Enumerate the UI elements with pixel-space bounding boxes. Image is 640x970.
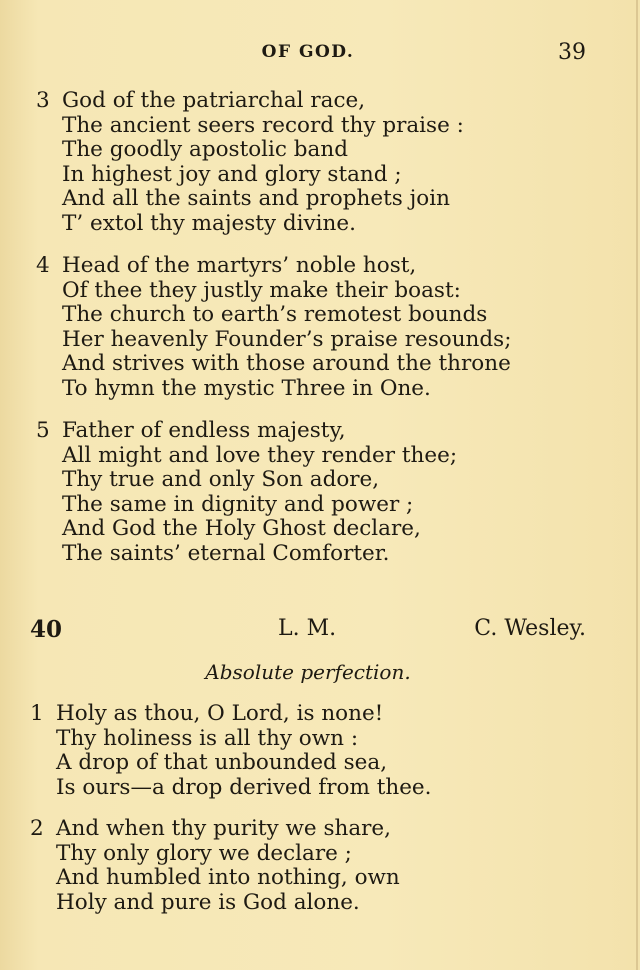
hymn-author: C. Wesley. [474,616,586,641]
stanza-line: A drop of that unbounded sea, [56,750,388,776]
stanza-line: The church to earth’s remotest bounds [62,302,488,328]
running-header: OF GOD. [261,42,355,62]
stanza-line: And humbled into nothing, own [56,865,400,891]
stanza-line: All might and love they render thee; [62,442,458,468]
stanza-line: The goodly apostolic band [62,137,348,163]
stanza-line: Thy true and only Son adore, [62,467,380,493]
stanza-number: 3 [36,88,50,113]
stanza-5 [36,419,457,567]
stanza-line: And strives with those around the throne [62,351,511,377]
stanza-line: Is ours—a drop derived from thee. [56,774,432,800]
stanza-line: The saints’ eternal Comforter. [62,540,390,566]
stanza-line: Thy holiness is all thy own : [56,725,359,751]
stanza-line: The same in dignity and power ; [62,491,414,517]
stanza-4 [36,254,511,402]
stanza-line: 2 And when thy purity we share, [30,816,391,841]
stanza-line: To hymn the mystic Three in One. [62,375,431,401]
hymn-meter: L. M. [278,616,337,641]
stanza-line: The ancient seers record thy praise : [62,112,464,138]
hymn-stanza-1 [30,702,431,800]
stanza-line: And God the Holy Ghost declare, [62,516,421,542]
stanza-line: T’ extol thy majesty divine. [62,210,356,236]
stanza-number: 4 [36,253,50,278]
stanza-number: 5 [36,418,50,443]
stanza-line: Holy and pure is God alone. [56,889,360,915]
page-number: 39 [558,40,586,65]
stanza-line: 1 Holy as thou, O Lord, is none! [30,701,384,726]
stanza-3 [36,89,464,237]
hymn-subtitle: Absolute perfection. [205,660,411,684]
stanza-line: Of thee they justly make their boast: [62,277,461,303]
hymn-header [30,616,586,646]
stanza-line: 3 God of the patriarchal race, [36,88,366,113]
stanza-line: 5 Father of endless majesty, [36,418,346,443]
page-edge [636,0,638,970]
hymn-number: 40 [30,616,63,643]
stanza-line: And all the saints and prophets join [62,186,450,212]
stanza-line: 4 Head of the martyrs’ noble host, [36,253,417,278]
stanza-line: In highest joy and glory stand ; [62,161,402,187]
stanza-line: Thy only glory we declare ; [56,840,352,866]
stanza-number: 2 [30,816,44,841]
stanza-line: Her heavenly Founder’s praise resounds; [62,326,512,352]
hymn-stanza-2 [30,817,400,915]
stanza-number: 1 [30,701,44,726]
